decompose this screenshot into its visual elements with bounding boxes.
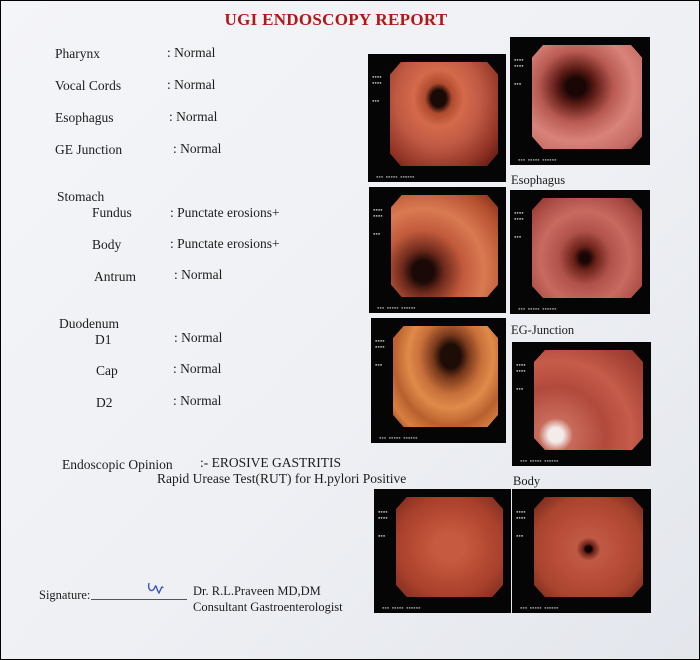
handwritten-signature xyxy=(145,579,167,599)
cap-label: Cap xyxy=(96,363,118,378)
caption-esophagus: Esophagus xyxy=(511,173,566,187)
duodenum-heading: Duodenum xyxy=(59,316,119,331)
opinion-label: Endoscopic Opinion xyxy=(62,457,173,472)
stomach-heading: Stomach xyxy=(57,189,105,204)
antrum-label: Antrum xyxy=(94,269,136,284)
opinion-value: :- EROSIVE GASTRITIS xyxy=(200,455,341,470)
eg-junction-view xyxy=(532,198,642,298)
antrum-view xyxy=(396,497,503,597)
signature-label: Signature: xyxy=(39,588,91,602)
body-label: Body xyxy=(92,237,122,252)
d1-value: : Normal xyxy=(174,330,223,345)
pharynx-label: Pharynx xyxy=(55,46,100,61)
d2-value: : Normal xyxy=(173,393,222,408)
photo-footer: ▪▪▪ ▪▪▪▪▪ ▪▪▪▪▪▪ xyxy=(376,174,415,179)
endoscopy-photo-pylorus xyxy=(512,489,651,613)
photo-footer: ▪▪▪ ▪▪▪▪▪ ▪▪▪▪▪▪ xyxy=(377,305,416,310)
photo-footer: ▪▪▪ ▪▪▪▪▪ ▪▪▪▪▪▪ xyxy=(518,306,557,311)
fundus-label: Fundus xyxy=(92,205,132,220)
ge-junction-label: GE Junction xyxy=(55,142,123,157)
fundus-view xyxy=(391,195,498,297)
doctor-role: Consultant Gastroenterologist xyxy=(193,600,343,614)
photo-timestamp: ▪▪▪▪ ▪▪▪▪ ▪▪▪ xyxy=(514,57,524,86)
esophagus-value: : Normal xyxy=(169,109,218,124)
report-title: UGI ENDOSCOPY REPORT xyxy=(224,10,448,29)
photo-timestamp: ▪▪▪▪ ▪▪▪▪ ▪▪▪ xyxy=(372,74,382,103)
pylorus-view xyxy=(534,497,643,597)
esophagus-view xyxy=(532,45,642,149)
endoscopy-photo-duodenum xyxy=(371,318,506,443)
body-value: : Punctate erosions+ xyxy=(170,236,280,251)
body-view xyxy=(534,350,643,450)
vocal-cords-value: : Normal xyxy=(167,77,216,92)
endoscopy-photo-esophagus xyxy=(510,37,650,165)
photo-timestamp: ▪▪▪▪ ▪▪▪▪ ▪▪▪ xyxy=(516,509,526,538)
antrum-value: : Normal xyxy=(174,267,223,282)
cap-value: : Normal xyxy=(173,361,222,376)
photo-timestamp: ▪▪▪▪ ▪▪▪▪ ▪▪▪ xyxy=(375,338,385,367)
photo-timestamp: ▪▪▪▪ ▪▪▪▪ ▪▪▪ xyxy=(378,509,388,538)
d2-label: D2 xyxy=(96,395,113,410)
rut-result: Rapid Urease Test(RUT) for H.pylori Positive xyxy=(157,471,407,486)
endoscopy-photo-fundus xyxy=(369,187,506,313)
photo-footer: ▪▪▪ ▪▪▪▪▪ ▪▪▪▪▪▪ xyxy=(520,605,559,610)
photo-footer: ▪▪▪ ▪▪▪▪▪ ▪▪▪▪▪▪ xyxy=(518,157,557,162)
caption-body: Body xyxy=(513,474,541,488)
vocal-cords-label: Vocal Cords xyxy=(55,78,122,93)
esophagus-label: Esophagus xyxy=(55,110,114,125)
pharynx-value: : Normal xyxy=(167,45,216,60)
endoscopy-photo-eg-junction xyxy=(510,190,650,314)
endoscopy-photo-larynx xyxy=(368,54,506,182)
signature-line xyxy=(91,599,187,600)
photo-timestamp: ▪▪▪▪ ▪▪▪▪ ▪▪▪ xyxy=(514,210,524,239)
photo-timestamp: ▪▪▪▪ ▪▪▪▪ ▪▪▪ xyxy=(373,207,383,236)
photo-footer: ▪▪▪ ▪▪▪▪▪ ▪▪▪▪▪▪ xyxy=(520,458,559,463)
photo-footer: ▪▪▪ ▪▪▪▪▪ ▪▪▪▪▪▪ xyxy=(382,605,421,610)
ge-junction-value: : Normal xyxy=(173,141,222,156)
endoscopy-photo-body xyxy=(512,342,651,466)
d1-label: D1 xyxy=(95,332,112,347)
caption-eg-junction: EG-Junction xyxy=(511,323,575,337)
duodenum-view xyxy=(393,326,498,427)
endoscopy-photo-antrum xyxy=(374,489,511,613)
fundus-value: : Punctate erosions+ xyxy=(170,205,280,220)
doctor-name: Dr. R.L.Praveen MD,DM xyxy=(193,584,321,598)
larynx-view xyxy=(390,62,498,166)
photo-footer: ▪▪▪ ▪▪▪▪▪ ▪▪▪▪▪▪ xyxy=(379,435,418,440)
photo-timestamp: ▪▪▪▪ ▪▪▪▪ ▪▪▪ xyxy=(516,362,526,391)
